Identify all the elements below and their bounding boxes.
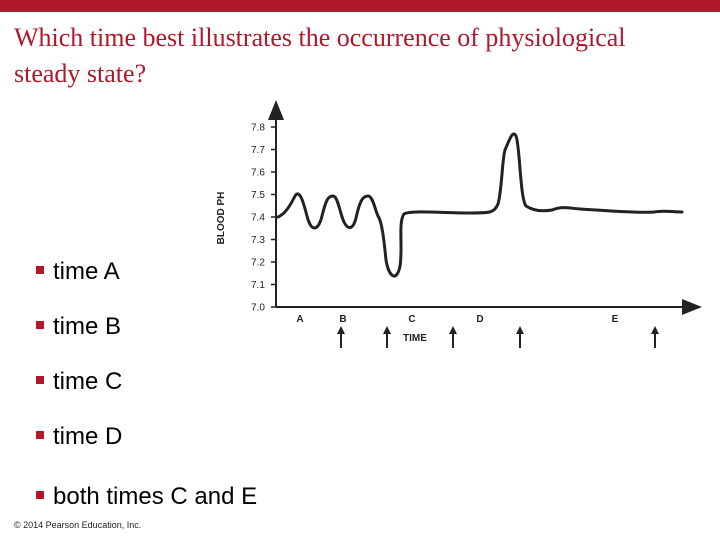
y-tick-label: 7.7 xyxy=(251,145,265,156)
option-label: time A xyxy=(53,258,120,285)
time-marker-label: A xyxy=(296,314,304,325)
bullet-icon xyxy=(36,491,44,499)
ph-trace xyxy=(278,134,682,276)
option-label: both times C and E xyxy=(53,483,258,510)
x-axis-label: TIME xyxy=(403,333,427,344)
y-tick-label: 7.3 xyxy=(251,235,265,246)
time-marker-label: C xyxy=(408,314,416,325)
y-tick-label: 7.5 xyxy=(251,190,265,201)
up-arrow-icon xyxy=(651,326,659,348)
option-time-c[interactable] xyxy=(36,368,122,396)
y-tick-label: 7.0 xyxy=(251,302,265,314)
time-marker-label: D xyxy=(476,314,484,325)
up-arrow-icon xyxy=(516,326,524,348)
bullet-icon xyxy=(36,431,44,439)
y-tick-label: 7.1 xyxy=(251,280,265,291)
bullet-icon xyxy=(36,376,44,384)
time-marker-label: E xyxy=(611,314,619,325)
y-tick-label: 7.8 xyxy=(251,122,265,134)
option-time-b[interactable] xyxy=(36,313,121,341)
y-axis-label: BLOOD PH xyxy=(216,191,227,245)
up-arrow-icon xyxy=(383,326,391,348)
option-time-d[interactable] xyxy=(36,423,122,451)
option-label: time B xyxy=(53,313,122,340)
bullet-icon xyxy=(36,321,44,329)
option-label: time D xyxy=(53,423,123,450)
time-marker-label: B xyxy=(339,314,347,325)
y-tick-label: 7.6 xyxy=(251,167,265,179)
up-arrow-icon xyxy=(337,326,345,348)
option-time-a[interactable] xyxy=(36,258,120,286)
option-times-c-and-e[interactable] xyxy=(36,483,257,511)
slide-title: Which time best illustrates the occurrence of physiological steady state? xyxy=(14,23,626,88)
y-tick-label: 7.4 xyxy=(251,212,265,224)
up-arrow-icon xyxy=(449,326,457,348)
y-tick-label: 7.2 xyxy=(251,257,265,269)
bullet-icon xyxy=(36,266,44,274)
option-label: time C xyxy=(53,368,123,395)
copyright-notice: © 2014 Pearson Education, Inc. xyxy=(14,520,142,530)
